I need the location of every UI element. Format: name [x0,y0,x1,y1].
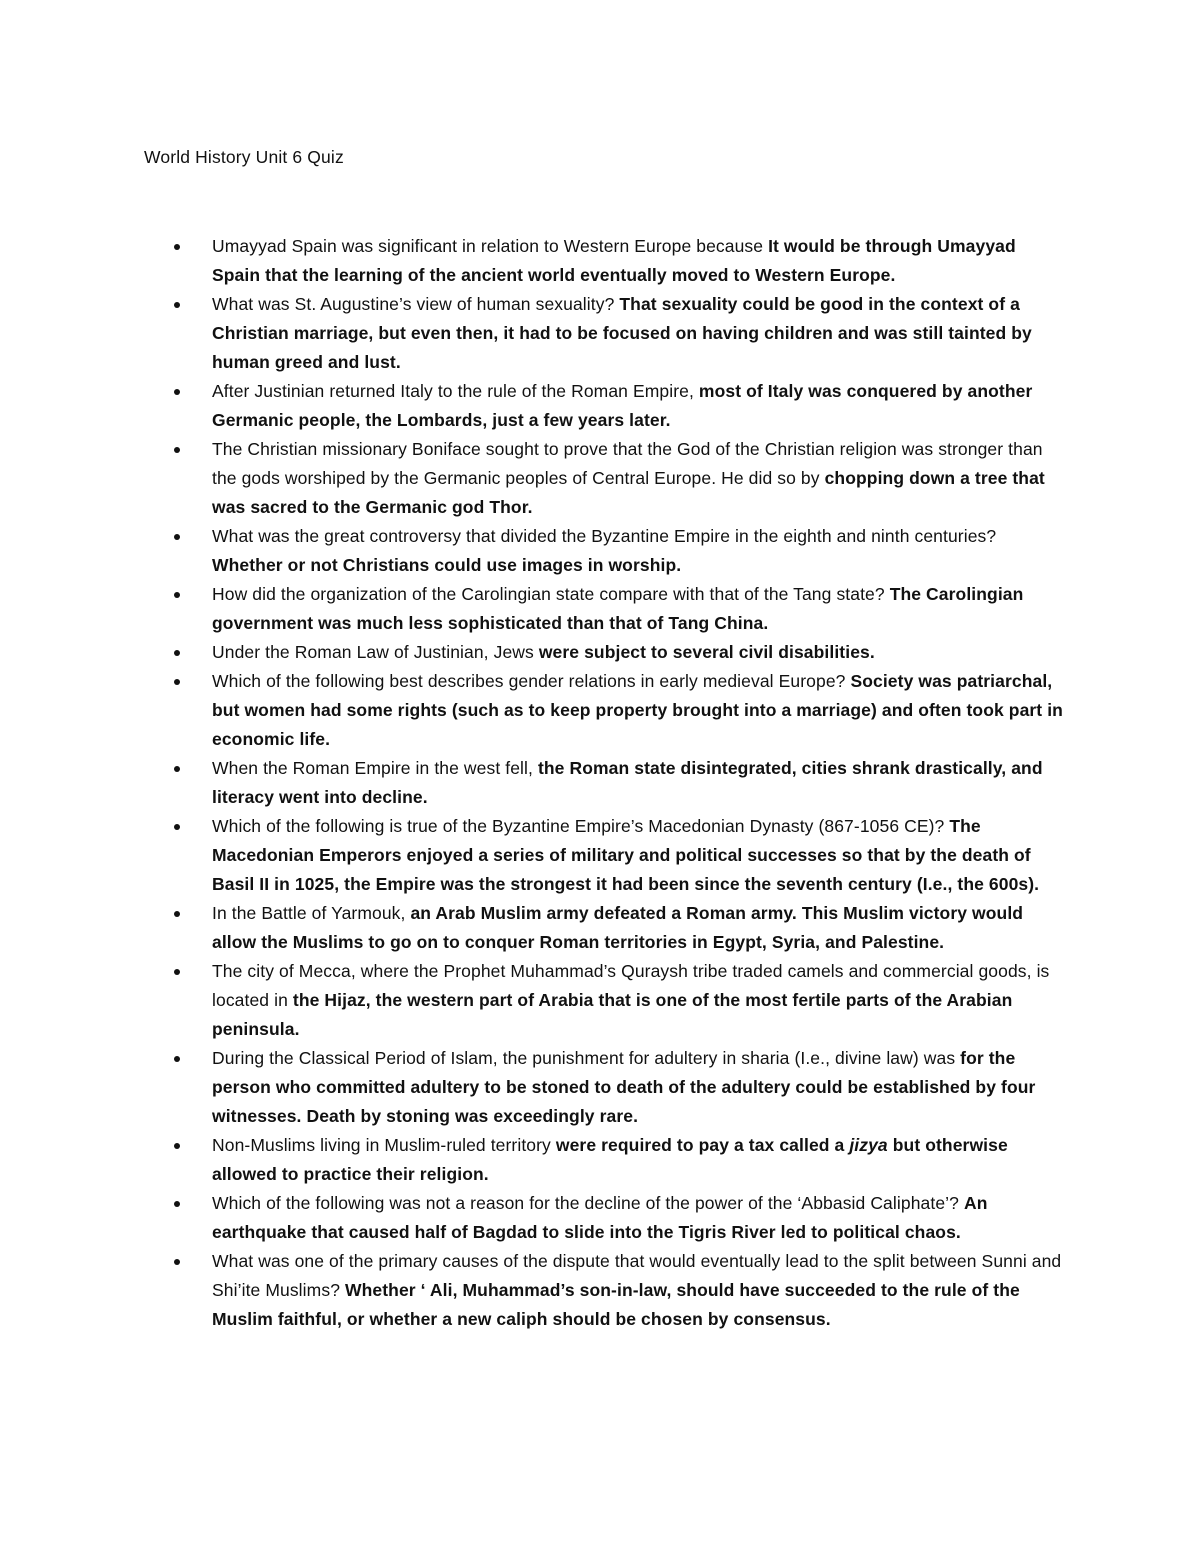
bullet-icon [174,1143,180,1149]
list-item [168,290,1068,377]
answer-text: Society was patriarchal, but women had some rights (such as to keep property brought into a marriage) and often took part in economic life. [212,671,1063,749]
question-text: Under the Roman Law of Justinian, Jews [212,642,539,662]
question-text: During the Classical Period of Islam, the punishment for adultery in sharia (I.e., divine law) was [212,1048,961,1068]
question-text: Which of the following was not a reason for the decline of the power of the ‘Abbasid Caliphate’? [212,1193,964,1213]
list-item [168,1131,1068,1189]
bullet-icon [174,447,180,453]
answer-text: Whether or not Christians could use images in worship. [212,555,682,575]
list-item [168,1044,1068,1131]
list-item [168,1247,1068,1334]
question-text: What was the great controversy that divided the Byzantine Empire in the eighth and ninth centuries? [212,526,997,546]
question-text: Which of the following is true of the Byzantine Empire’s Macedonian Dynasty (867-1056 CE)? [212,816,950,836]
bullet-icon [174,650,180,656]
bullet-icon [174,244,180,250]
answer-text: but otherwise allowed to practice their religion. [212,1135,1008,1184]
answer-text: It would be through Umayyad Spain that the learning of the ancient world eventually moved to Western Europe. [212,236,1016,285]
document-title: World History Unit 6 Quiz [144,147,344,167]
question-text: The Christian missionary Boniface sought to prove that the God of the Christian religion was stronger than the gods worshiped by the Germanic peoples of Central Europe. He did so by [212,439,1043,488]
answer-term: jizya [849,1135,888,1155]
list-item [168,580,1068,638]
answer-text: chopping down a tree that was sacred to the Germanic god Thor. [212,468,1045,517]
answer-text: That sexuality could be good in the context of a Christian marriage, but even then, it had to be focused on having children and was still tainted by human greed and lust. [212,294,1032,372]
answer-text: The Carolingian government was much less sophisticated than that of Tang China. [212,584,1024,633]
bullet-icon [174,1201,180,1207]
question-text: Which of the following best describes gender relations in early medieval Europe? [212,671,851,691]
answer-text: were required to pay a tax called a [555,1135,850,1155]
question-text: Umayyad Spain was significant in relation to Western Europe because [212,236,769,256]
bullet-icon [174,1259,180,1265]
bullet-icon [174,1056,180,1062]
answer-text: most of Italy was conquered by another Germanic people, the Lombards, just a few years later. [212,381,1033,430]
answer-text: the Hijaz, the western part of Arabia that is one of the most fertile parts of the Arabian peninsula. [212,990,1013,1039]
answer-text: were subject to several civil disabilities. [538,642,875,662]
bullet-icon [174,592,180,598]
list-item [168,754,1068,812]
question-text: When the Roman Empire in the west fell, [212,758,538,778]
list-item [168,638,1068,667]
list-item [168,1189,1068,1247]
bullet-icon [174,302,180,308]
bullet-icon [174,389,180,395]
bullet-icon [174,969,180,975]
question-text: The city of Mecca, where the Prophet Muhammad’s Quraysh tribe traded camels and commercial goods, is located in [212,961,1050,1010]
bullet-icon [174,824,180,830]
question-text: What was St. Augustine’s view of human sexuality? [212,294,620,314]
list-item [168,232,1068,290]
answer-text: An earthquake that caused half of Bagdad to slide into the Tigris River led to political chaos. [212,1193,988,1242]
bullet-icon [174,679,180,685]
list-item [168,957,1068,1044]
bullet-icon [174,766,180,772]
list-item [168,522,1068,580]
question-text: Non-Muslims living in Muslim-ruled territory [212,1135,556,1155]
answer-text: for the person who committed adultery to be stoned to death of the adultery could be established by four witnesses. Death by stoning was exceedingly rare. [212,1048,1036,1126]
bullet-icon [174,534,180,540]
question-text: In the Battle of Yarmouk, [212,903,411,923]
list-item [168,667,1068,754]
question-text: After Justinian returned Italy to the rule of the Roman Empire, [212,381,699,401]
bullet-icon [174,911,180,917]
question-text: How did the organization of the Carolingian state compare with that of the Tang state? [212,584,890,604]
question-list [168,232,1068,1334]
list-item [168,812,1068,899]
answer-text: Whether ‘ Ali, Muhammad’s son-in-law, should have succeeded to the rule of the Muslim faithful, or whether a new caliph should be chosen by consensus. [212,1280,1020,1329]
list-item [168,899,1068,957]
question-text: What was one of the primary causes of the dispute that would eventually lead to the split between Sunni and Shi’ite Muslims? [212,1251,1062,1300]
list-item [168,435,1068,522]
answer-text: The Macedonian Emperors enjoyed a series of military and political successes so that by the death of Basil II in 1025, the Empire was the strongest it had been since the seventh century (I.e., the 600s). [212,816,1040,894]
answer-text: an Arab Muslim army defeated a Roman army. This Muslim victory would allow the Muslims to go on to conquer Roman territories in Egypt, Syria, and Palestine. [212,903,1024,952]
list-item [168,377,1068,435]
answer-text: the Roman state disintegrated, cities shrank drastically, and literacy went into decline. [212,758,1043,807]
